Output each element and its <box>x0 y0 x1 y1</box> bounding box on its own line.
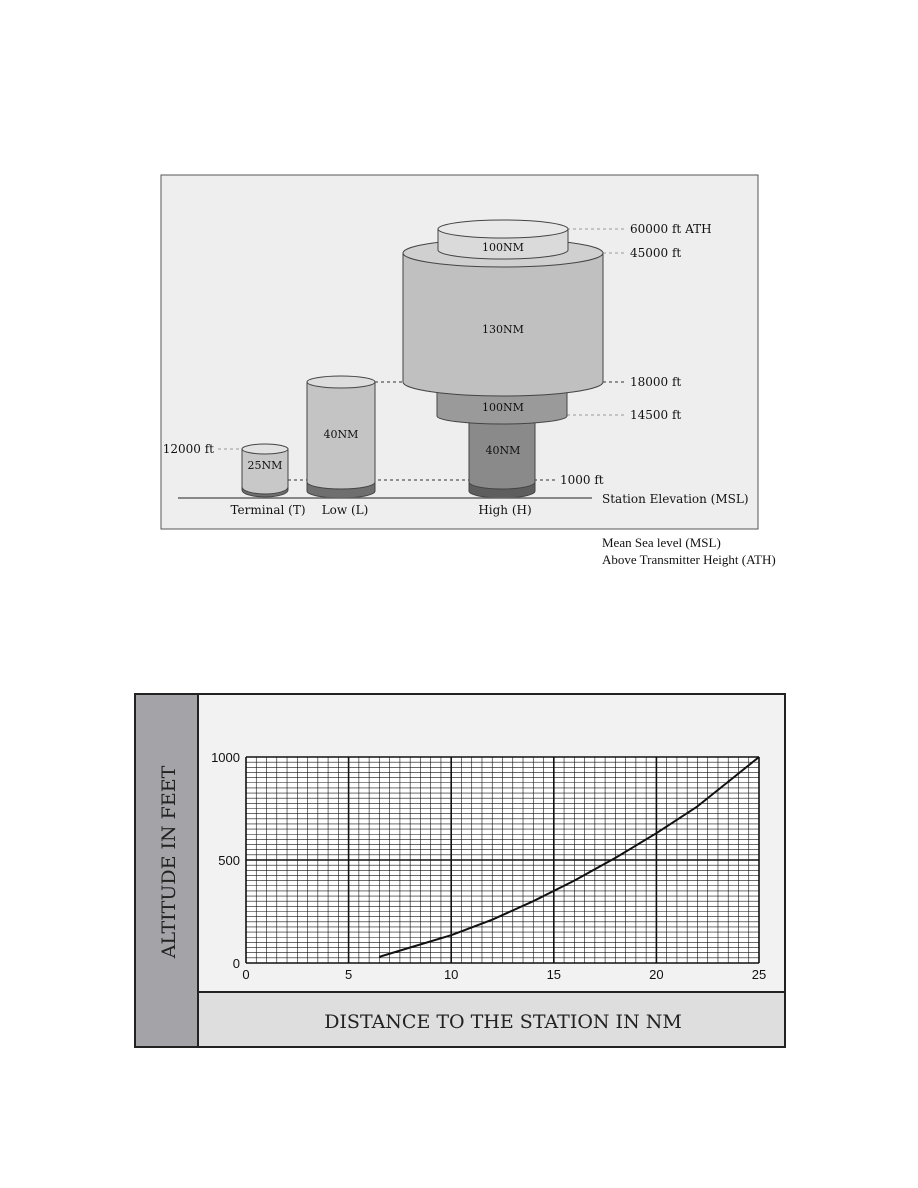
x-tick-label: 0 <box>242 967 250 982</box>
station-elevation-label: Station Elevation (MSL) <box>602 492 749 506</box>
high-mid-radius-label: 100NM <box>482 401 524 414</box>
low-class-label: Low (L) <box>321 503 369 517</box>
chart-grid <box>246 757 759 963</box>
x-tick-label: 25 <box>751 967 767 982</box>
y-tick-label: 1000 <box>211 750 240 765</box>
altitude-14500-label: 14500 ft <box>630 408 682 422</box>
altitude-60000-label: 60000 ft ATH <box>630 222 712 236</box>
y-axis-label: ALTITUDE IN FEET <box>158 765 180 959</box>
legend-msl: Mean Sea level (MSL) <box>602 535 721 550</box>
high-bottom-radius-label: 40NM <box>485 444 521 457</box>
altitude-18000-label: 18000 ft <box>630 375 682 389</box>
high-top-radius-label: 100NM <box>482 241 524 254</box>
altitude-12000-label: 12000 ft <box>162 442 214 456</box>
high-class-label: High (H) <box>478 503 532 517</box>
x-tick-label: 10 <box>443 967 459 982</box>
terminal-radius-label: 25NM <box>247 459 283 472</box>
low-radius-label: 40NM <box>323 428 359 441</box>
y-tick-label: 0 <box>232 956 240 971</box>
x-tick-label: 5 <box>344 967 353 982</box>
altitude-45000-label: 45000 ft <box>630 246 682 260</box>
high-main-radius-label: 130NM <box>482 323 524 336</box>
x-axis-label: DISTANCE TO THE STATION IN NM <box>324 1011 682 1033</box>
x-tick-label: 20 <box>649 967 664 982</box>
y-tick-label: 500 <box>218 853 240 868</box>
x-tick-label: 15 <box>546 967 562 982</box>
terminal-class-label: Terminal (T) <box>230 503 306 517</box>
legend-ath: Above Transmitter Height (ATH) <box>602 552 776 567</box>
altitude-1000-label: 1000 ft <box>560 473 604 487</box>
